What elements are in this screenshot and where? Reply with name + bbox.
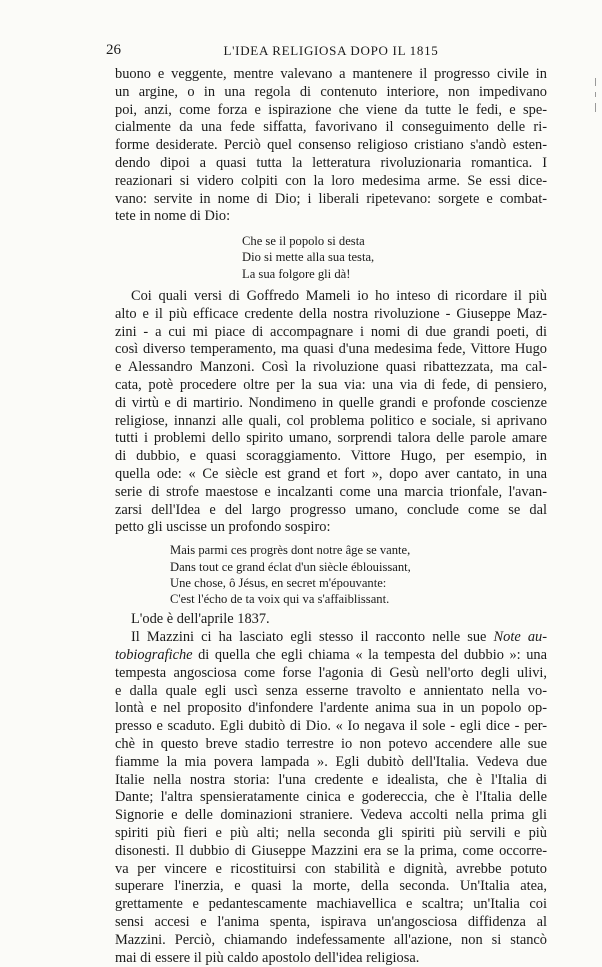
text-line: cialmente da una fede siffatta, favorivano il conseguimento delle ri-	[115, 119, 547, 136]
paragraph-2	[115, 288, 547, 537]
text-line: un argine, o in una regola di contenuto interiore, non impedivano	[115, 83, 547, 100]
paragraph-1	[115, 66, 547, 226]
verse-line: Mais parmi ces progrès dont notre âge se vante,	[170, 543, 411, 558]
scan-mark	[595, 103, 596, 112]
verse-line: Che se il popolo si desta	[242, 234, 365, 249]
book-title-italic: Note au-	[493, 629, 548, 646]
verse-quote-hugo	[170, 542, 547, 607]
text-line: tutti i problemi dello spirito umano, sorprendi talora delle parole amare	[115, 430, 547, 447]
page-number: 26	[106, 42, 121, 58]
text-line: serie di strofe maestose e incalzanti come una marcia trionfale, l'avan-	[115, 483, 547, 500]
text-line: religiose, innanzi alle quali, col problema politico e sociale, si aprivano	[115, 412, 547, 429]
text-line: disonesti. Il dubbio di Giuseppe Mazzini era se la prima, come occorre-	[115, 842, 547, 859]
text-line: Italie nella nostra storia: l'una credente e idealista, che è l'Italia di	[115, 771, 547, 788]
running-title: L'IDEA RELIGIOSA DOPO IL 1815	[223, 43, 439, 58]
text-line: tempesta angosciosa come forse l'agonia di Gesù nell'orto degli ulivi,	[115, 664, 547, 681]
verse-line: Dans tout ce grand éclat d'un siècle éblouissant,	[170, 559, 411, 574]
scan-mark	[595, 92, 596, 97]
text-line: forme desiderate. Perciò quel consenso religioso cristiano s'andò esten-	[115, 137, 547, 154]
text-line: Coi quali versi di Goffredo Mameli io ho inteso di ricordare il più	[131, 288, 547, 305]
text-line	[115, 629, 547, 647]
text-line: di virtù e di martirio. Nondimeno in quelle grandi e profonde coscienze	[115, 394, 547, 411]
verse-quote-mameli	[242, 233, 547, 282]
text-line: di dubbio, e quasi scoraggiamento. Vittore Hugo, per esempio, in	[115, 448, 547, 465]
verse-line: La sua folgore gli dà!	[242, 266, 351, 281]
text-line: presso e scaduto. Egli dubitò di Dio. « Io negava il sole - egli dice - per-	[115, 718, 547, 735]
text-run: Il Mazzini ci ha lasciato egli stesso il racconto nelle sue	[131, 629, 494, 646]
text-line: zini - a cui mi piace di accompagnare i nomi di due grandi poeti, di	[115, 323, 547, 340]
verse-line: Une chose, ô Jésus, en secret m'épouvante:	[170, 575, 387, 590]
text-line: grettamente e pedantescamente machiavellica e scaltra; un'Italia coi	[115, 896, 547, 913]
text-line: e Alessandro Manzoni. Così la rivoluzione quasi ribattezzata, ma cal-	[115, 359, 547, 376]
text-line: Dante; l'altra spensieratamente cinica e godereccia, che è l'Italia delle	[115, 789, 547, 806]
scan-mark	[595, 78, 596, 86]
text-run: di quella che egli chiama « la tempesta del dubbio »: una	[192, 647, 547, 663]
text-line: zarsi dell'Idea e del largo progresso umano, conclude come se dal	[115, 501, 547, 518]
text-line: fiamme la mia povera lampada ». Egli dubitò dell'Italia. Vedeva due	[115, 753, 547, 770]
text-line: cata, potè procedere oltre per la sua via: una via di fede, di pensiero,	[115, 377, 547, 394]
text-line: spiriti più fieri e più alti; nella seconda gli spiriti più servili e più	[115, 824, 547, 841]
text-line: reazionari si videro colpiti con la loro medesima arme. Se essi dice-	[115, 172, 547, 189]
verse-line: C'est l'écho de ta voix qui va s'affaiblissant.	[170, 592, 390, 607]
text-line: poi, anzi, come forza e ispirazione che viene da tutte le fedi, e spe-	[115, 101, 547, 118]
paragraph-3	[115, 611, 547, 629]
text-line: e dalla quale egli uscì senza esserne travolto e annientato nella vo-	[115, 682, 547, 699]
verse-line: Dio si mette alla sua testa,	[242, 250, 375, 265]
text-line: superare l'inerzia, e quasi la morte, della seconda. Un'Italia atea,	[115, 878, 547, 895]
text-line: sensi accesi e l'anima spenta, ispirava un'angosciosa diffidenza al	[115, 913, 547, 930]
book-title-italic: tobiografiche	[115, 647, 193, 663]
text-line: alto e il più efficace credente della nostra rivoluzione - Giuseppe Maz-	[115, 305, 547, 322]
text-line: vano: servite in nome di Dio; i liberali ripetevano: sorgete e combat-	[115, 190, 547, 207]
text-line: quella ode: « Ce siècle est grand et fort », dopo aver cantato, in una	[115, 466, 547, 483]
scan-edge-marks	[593, 72, 598, 132]
text-line: mai di essere il più caldo apostolo dell'idea religiosa.	[115, 949, 420, 966]
text-line: L'ode è dell'aprile 1837.	[131, 611, 270, 628]
text-line: Signorie e delle dominazioni straniere. Vedeva accolti nella prima gli	[115, 807, 547, 824]
text-line: così diverso temperamento, ma quasi d'una medesima fede, Vittore Hugo	[115, 341, 547, 358]
text-line: Mazzini. Perciò, chiamando indefessamente all'azione, non si stancò	[115, 931, 547, 948]
text-line: lontà e nel proposito d'infondere l'ardente anima sua in un popolo op-	[115, 700, 547, 717]
text-line: petto gli uscisse un profondo sospiro:	[115, 519, 331, 536]
text-line: tete in nome di Dio:	[115, 208, 231, 225]
book-page	[106, 42, 548, 967]
text-line: buono e veggente, mentre valevano a mantenere il progresso civile in	[115, 66, 547, 82]
running-header	[106, 42, 547, 66]
paragraph-4	[115, 629, 547, 967]
text-line: va per vincere e ricostituirsi con stabilità e dignità, avrebbe potuto	[115, 860, 547, 877]
text-line: chè in questo breve stadio terrestre io non potevo accendere alle sue	[115, 735, 547, 752]
text-line	[115, 647, 547, 665]
text-line: dendo dipoi a quasi tutta la letteratura rivoluzionaria romantica. I	[115, 154, 547, 171]
